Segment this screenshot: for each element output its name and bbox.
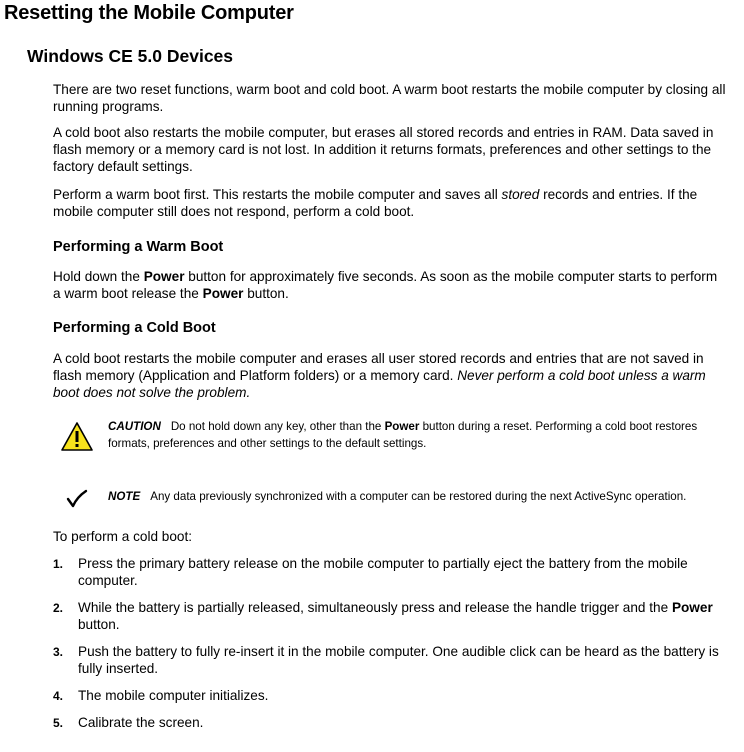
warning-triangle-icon [60, 421, 94, 452]
intro-paragraph-2: A cold boot also restarts the mobile computer, but erases all stored records and entries in RAM. Data saved in flash memory or a memory card is not lost. In addition it returns formats, preferences and other settings to the factory default settings. [53, 125, 714, 174]
step-3: 3. Push the battery to fully re-insert it in the mobile computer. One audible click can be heard as the battery is fully inserted. [53, 644, 719, 676]
step-2: 2. While the battery is partially released, simultaneously press and release the handle trigger and the Power button. [53, 600, 713, 632]
cold-boot-paragraph: A cold boot restarts the mobile computer and erases all user stored records and entries that are not saved in flash memory (Application and Platform folders) or a memory card. Never perform a cold boot unless a warm boot does not solve the problem. [53, 351, 706, 400]
page-title: Resetting the Mobile Computer [4, 2, 294, 24]
note-notice: NOTE Any data previously synchronized with a computer can be restored during the next ActiveSync operation. [108, 490, 687, 503]
step-1: 1. Press the primary battery release on the mobile computer to partially eject the battery from the mobile computer. [53, 556, 688, 588]
warm-boot-heading: Performing a Warm Boot [53, 239, 224, 255]
cold-boot-steps [53, 555, 728, 741]
caution-notice: CAUTION Do not hold down any key, other than the Power button during a reset. Performing a cold boot restores formats, preferences and other settings to the default settings. [108, 420, 698, 450]
step-4: 4. The mobile computer initializes. [53, 688, 269, 703]
checkmark-icon [66, 489, 88, 509]
procedure-intro: To perform a cold boot: [53, 529, 193, 544]
cold-boot-heading: Performing a Cold Boot [53, 320, 216, 336]
warm-boot-paragraph: Hold down the Power button for approximately five seconds. As soon as the mobile computer starts to perform a warm boot release the Power button. [53, 269, 718, 301]
intro-paragraph-3: Perform a warm boot first. This restarts the mobile computer and saves all stored records and entries. If the mobile computer still does not respond, perform a cold boot. [53, 187, 698, 219]
intro-paragraph-1: There are two reset functions, warm boot and cold boot. A warm boot restarts the mobile computer by closing all running programs. [53, 82, 726, 114]
step-5: 5. Calibrate the screen. [53, 715, 204, 730]
section-heading: Windows CE 5.0 Devices [27, 46, 234, 66]
